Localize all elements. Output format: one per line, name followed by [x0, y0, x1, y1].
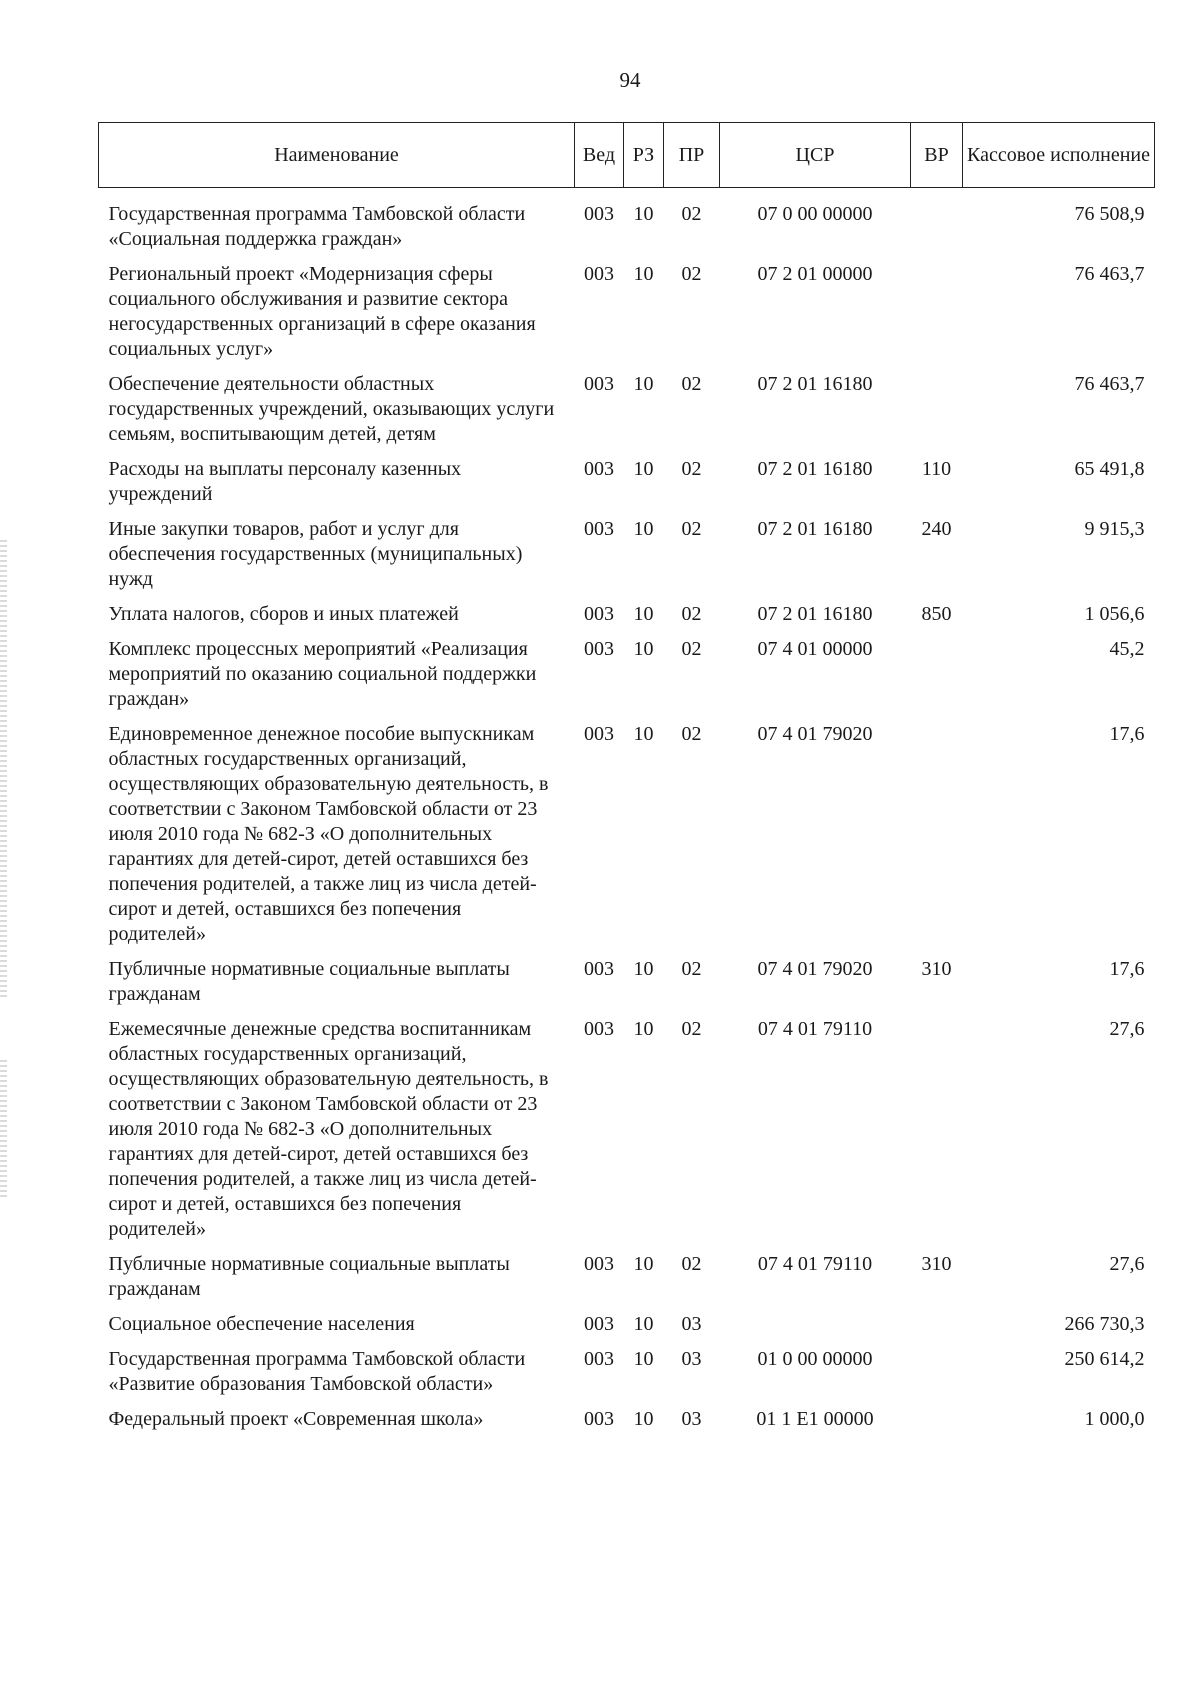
cell-name: Государственная программа Тамбовской области «Развитие образования Тамбовской области» — [108, 1348, 526, 1395]
cell-vr: 310 — [921, 958, 952, 980]
cell-sum: 45,2 — [1109, 638, 1145, 660]
cell-csr: 07 4 01 79110 — [757, 1253, 873, 1275]
cell-sum: 9 915,3 — [1084, 518, 1145, 540]
cell-csr: 07 2 01 16180 — [757, 458, 873, 480]
cell-vr — [911, 188, 963, 255]
cell-pr: 02 — [681, 603, 702, 625]
cell-sum: 17,6 — [1109, 958, 1145, 980]
cell-sum: 76 463,7 — [1074, 263, 1145, 285]
cell-rz: 10 — [633, 1253, 654, 1275]
cell-rz: 10 — [633, 638, 654, 660]
table-row — [99, 509, 1155, 594]
cell-vr — [911, 1009, 963, 1244]
cell-ved: 003 — [584, 1313, 614, 1335]
cell-name: Уплата налогов, сборов и иных платежей — [108, 603, 459, 625]
table-row — [99, 1339, 1155, 1399]
cell-ved: 003 — [584, 1348, 614, 1370]
cell-name: Иные закупки товаров, работ и услуг для обеспечения государственных (муниципальных) нужд — [108, 518, 523, 590]
scan-edge-artifact — [0, 540, 7, 1000]
cell-csr — [720, 1304, 911, 1339]
cell-ved: 003 — [584, 723, 614, 745]
cell-rz: 10 — [633, 263, 654, 285]
cell-sum: 1 000,0 — [1084, 1408, 1145, 1430]
table-row — [99, 254, 1155, 364]
cell-rz: 10 — [633, 603, 654, 625]
cell-sum: 250 614,2 — [1064, 1348, 1145, 1370]
table-row — [99, 629, 1155, 714]
cell-pr: 02 — [681, 1253, 702, 1275]
cell-rz: 10 — [633, 1348, 654, 1370]
cell-rz: 10 — [633, 458, 654, 480]
cell-ved: 003 — [584, 958, 614, 980]
cell-pr: 03 — [681, 1408, 702, 1430]
cell-name: Обеспечение деятельности областных государственных учреждений, оказывающих услуги семьям, воспитывающим детей, детям — [108, 373, 555, 445]
cell-csr: 07 2 01 00000 — [757, 263, 873, 285]
cell-name: Расходы на выплаты персоналу казенных учреждений — [108, 458, 462, 505]
cell-name: Единовременное денежное пособие выпускникам областных государственных организаций, осуществляющих образовательную деятельность, в соответствии с Законом Тамбовской области от 23 июля 2010 года № 682-З «О дополнительных гарантиях для детей-сирот, детей оставшихся без попечения родителей, а также лиц из числа детей-сирот и детей, оставшихся без попечения родителей» — [108, 723, 549, 945]
column-header-name: Наименование — [99, 123, 575, 188]
cell-ved: 003 — [584, 1408, 614, 1430]
table-row — [99, 714, 1155, 949]
cell-rz: 10 — [633, 1313, 654, 1335]
cell-pr: 03 — [681, 1348, 702, 1370]
cell-sum: 27,6 — [1109, 1253, 1145, 1275]
cell-name: Публичные нормативные социальные выплаты гражданам — [108, 1253, 510, 1300]
cell-name: Социальное обеспечение населения — [108, 1313, 415, 1335]
cell-pr: 02 — [681, 518, 702, 540]
column-header-rz: РЗ — [624, 123, 664, 188]
cell-vr — [911, 1399, 963, 1434]
cell-rz: 10 — [633, 1018, 654, 1040]
cell-ved: 003 — [584, 1253, 614, 1275]
column-header-vr: ВР — [911, 123, 963, 188]
cell-csr: 07 2 01 16180 — [757, 518, 873, 540]
cell-vr — [911, 364, 963, 449]
cell-ved: 003 — [584, 458, 614, 480]
cell-ved: 003 — [584, 603, 614, 625]
table-header — [99, 123, 1155, 188]
cell-vr: 310 — [921, 1253, 952, 1275]
cell-sum: 76 463,7 — [1074, 373, 1145, 395]
cell-vr — [911, 254, 963, 364]
cell-ved: 003 — [584, 518, 614, 540]
cell-rz: 10 — [633, 723, 654, 745]
cell-pr: 03 — [681, 1313, 702, 1335]
cell-pr: 02 — [681, 458, 702, 480]
cell-sum: 65 491,8 — [1074, 458, 1145, 480]
cell-pr: 02 — [681, 263, 702, 285]
cell-csr: 07 4 01 00000 — [757, 638, 873, 660]
scan-edge-artifact — [0, 1060, 7, 1200]
page-number: 94 — [619, 68, 641, 92]
table-row — [99, 1399, 1155, 1434]
cell-ved: 003 — [584, 373, 614, 395]
table-row — [99, 364, 1155, 449]
cell-rz: 10 — [633, 203, 654, 225]
cell-vr: 240 — [921, 518, 952, 540]
cell-vr — [911, 1304, 963, 1339]
cell-vr — [911, 1339, 963, 1399]
table-body — [99, 188, 1155, 1435]
cell-sum: 76 508,9 — [1074, 203, 1145, 225]
cell-pr: 02 — [681, 1018, 702, 1040]
cell-csr: 07 0 00 00000 — [757, 203, 873, 225]
cell-vr — [911, 714, 963, 949]
cell-sum: 27,6 — [1109, 1018, 1145, 1040]
cell-vr: 850 — [921, 603, 952, 625]
cell-vr — [911, 629, 963, 714]
table-row — [99, 594, 1155, 629]
table-row — [99, 1009, 1155, 1244]
cell-csr: 07 4 01 79110 — [757, 1018, 873, 1040]
column-header-pr: ПР — [664, 123, 720, 188]
cell-csr: 07 4 01 79020 — [757, 958, 873, 980]
cell-rz: 10 — [633, 373, 654, 395]
cell-sum: 266 730,3 — [1064, 1313, 1145, 1335]
cell-pr: 02 — [681, 373, 702, 395]
cell-csr: 01 1 E1 00000 — [756, 1408, 874, 1430]
cell-sum: 17,6 — [1109, 723, 1145, 745]
column-header-ved: Вед — [575, 123, 624, 188]
table-row — [99, 449, 1155, 509]
cell-vr: 110 — [921, 458, 952, 480]
cell-ved: 003 — [584, 263, 614, 285]
cell-ved: 003 — [584, 1018, 614, 1040]
cell-sum: 1 056,6 — [1084, 603, 1145, 625]
cell-name: Федеральный проект «Современная школа» — [108, 1408, 484, 1430]
cell-rz: 10 — [633, 958, 654, 980]
table-row — [99, 1244, 1155, 1304]
table-row — [99, 949, 1155, 1009]
cell-pr: 02 — [681, 723, 702, 745]
cell-csr: 07 4 01 79020 — [757, 723, 873, 745]
cell-ved: 003 — [584, 203, 614, 225]
cell-ved: 003 — [584, 638, 614, 660]
cell-pr: 02 — [681, 638, 702, 660]
table-row — [99, 188, 1155, 255]
cell-name: Государственная программа Тамбовской области «Социальная поддержка граждан» — [108, 203, 526, 250]
cell-rz: 10 — [633, 1408, 654, 1430]
cell-csr: 07 2 01 16180 — [757, 603, 873, 625]
cell-pr: 02 — [681, 958, 702, 980]
cell-csr: 07 2 01 16180 — [757, 373, 873, 395]
cell-name: Ежемесячные денежные средства воспитанникам областных государственных организаций, осуществляющих образовательную деятельность, в соответствии с Законом Тамбовской области от 23 июля 2010 года № 682-З «О дополнительных гарантиях для детей-сирот, детей оставшихся без попечения родителей, а также лиц из числа детей-сирот и детей, оставшихся без попечения родителей» — [108, 1018, 549, 1240]
cell-name: Региональный проект «Модернизация сферы социального обслуживания и развитие сектора негосударственных организаций в сфере оказания социальных услуг» — [108, 263, 536, 360]
column-header-csr: ЦСР — [720, 123, 911, 188]
cell-name: Комплекс процессных мероприятий «Реализация мероприятий по оказанию социальной поддержки граждан» — [108, 638, 537, 710]
table-row — [99, 1304, 1155, 1339]
cell-name: Публичные нормативные социальные выплаты гражданам — [108, 958, 510, 1005]
cell-csr: 01 0 00 00000 — [757, 1348, 873, 1370]
budget-execution-table — [98, 122, 1155, 1434]
cell-rz: 10 — [633, 518, 654, 540]
column-header-sum: Кассовое исполнение — [963, 123, 1155, 188]
cell-pr: 02 — [681, 203, 702, 225]
